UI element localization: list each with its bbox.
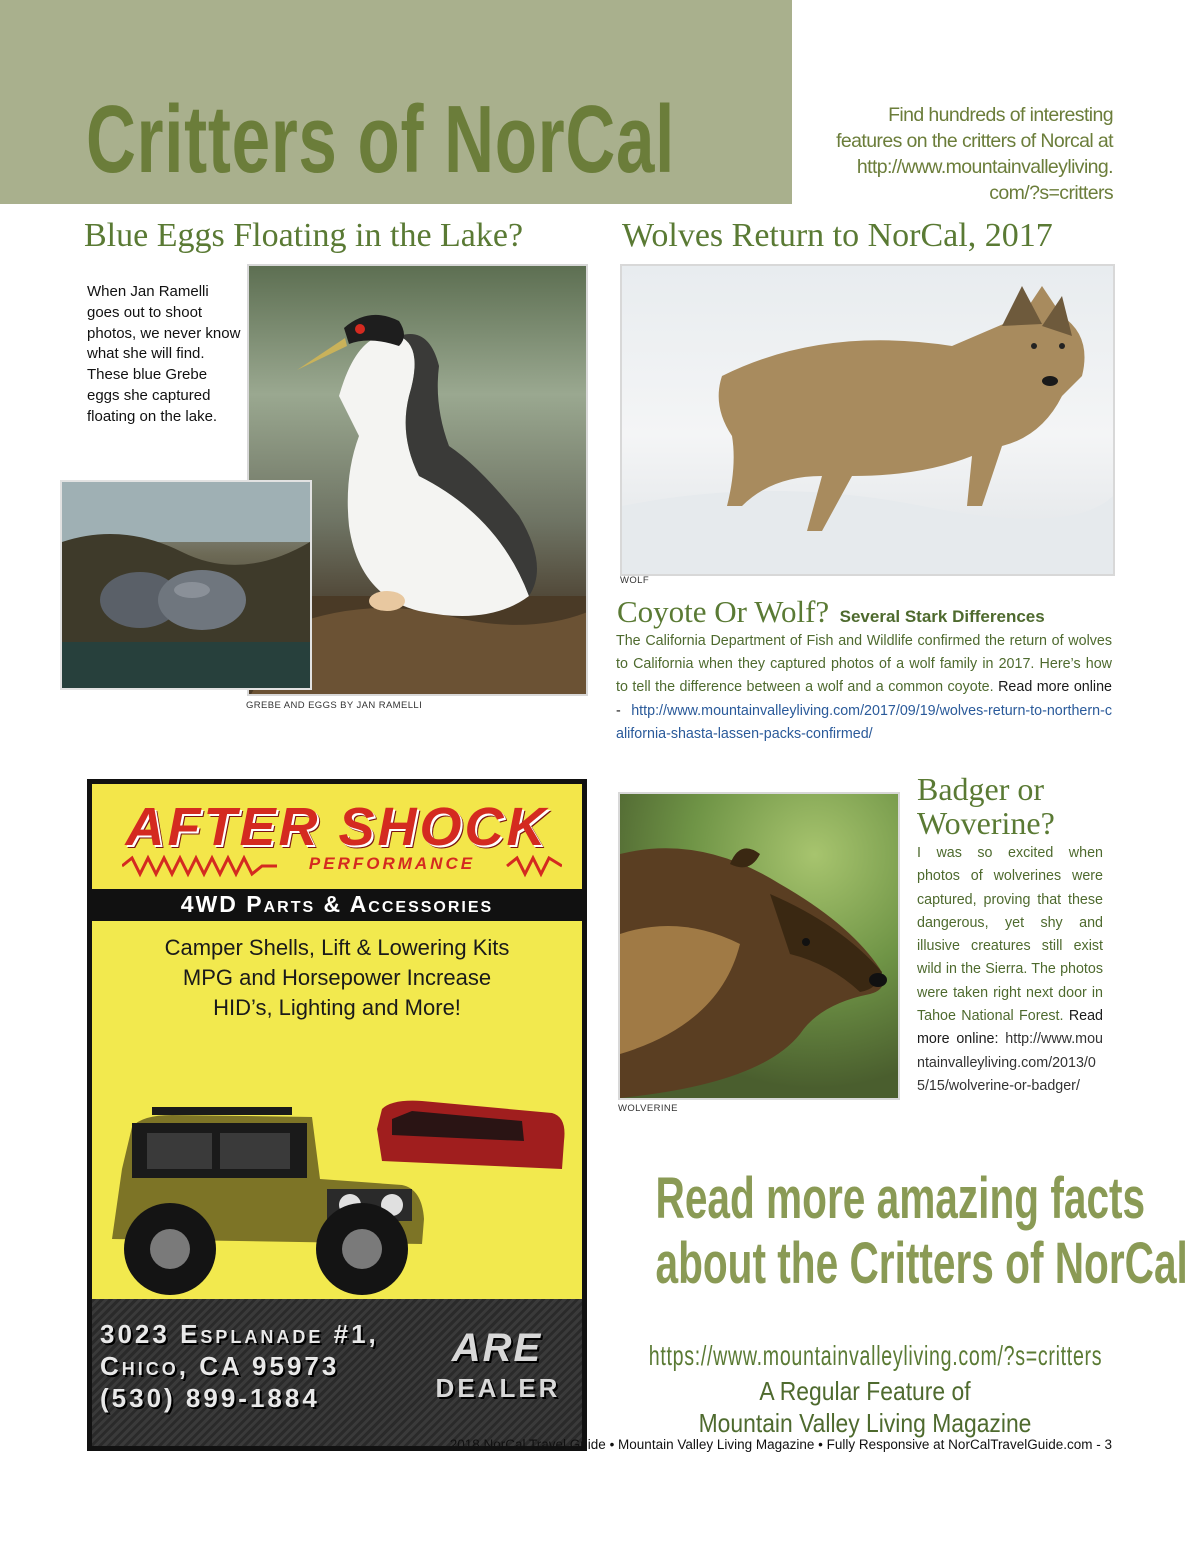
ad-phone: (530) 899-1884 (100, 1383, 320, 1413)
ad-product-line: MPG and Horsepower Increase (182, 965, 492, 990)
grebe-eggs-photo (60, 480, 312, 690)
ad-brand-banner (92, 784, 582, 889)
badger-read-more-label: Read more online: (917, 1008, 1103, 1048)
aftershock-advertisement[interactable] (87, 779, 587, 1451)
header-promo-text (800, 102, 1113, 206)
wolverine-illustration (620, 794, 898, 1098)
promo-feature-line-2: Mountain Valley Living Magazine (698, 1408, 1032, 1438)
ad-address-city: Chico, CA 95973 (100, 1351, 340, 1381)
ad-product-panel (92, 921, 582, 1299)
header-promo-link[interactable]: com/?s=critters (989, 182, 1113, 204)
wolf-photo (620, 264, 1115, 576)
promo-url-link[interactable]: https://www.mountainvalleyliving.com/?s=critters (648, 1340, 1103, 1371)
are-dealer-label: DEALER (435, 1373, 561, 1403)
promo-feature-line-1: A Regular Feature of (759, 1376, 971, 1406)
eggs-illustration (62, 482, 310, 688)
badger-article-heading: Badger or Woverine? (917, 771, 1055, 841)
page-title: Critters of NorCal (86, 86, 676, 193)
header-promo-link[interactable]: http://www.mountainvalleyliving. (856, 156, 1113, 178)
coyote-wolf-body-text: The California Department of Fish and Wildlife confirmed the return of wolves to California when they captured photos of a wolf family in 2017. Here’s how to tell the difference between a wolf and a common coyote. (616, 633, 1112, 696)
promo-headline-line-1: Read more amazing facts (655, 1166, 1146, 1231)
coyote-wolf-heading-main: Coyote Or Wolf? (617, 594, 830, 629)
page-footer: 2018 NorCal Travel Guide • Mountain Valley Living Magazine • Fully Responsive at NorCalTravelGuide.com - 3 (449, 1437, 1112, 1452)
ad-product-line: Camper Shells, Lift & Lowering Kits (164, 935, 510, 960)
wolverine-photo (618, 792, 900, 1100)
grebe-photo-caption: GREBE AND EGGS BY JAN RAMELLI (246, 700, 423, 711)
ad-jeep-illustration (92, 1029, 582, 1299)
wolverine-photo-caption: WOLVERINE (618, 1103, 678, 1114)
wolf-article-heading: Wolves Return to NorCal, 2017 (622, 217, 1053, 254)
ad-brand-subtitle: PERFORMANCE (308, 854, 476, 873)
ad-subtitle: 4WD Parts & Accessories (180, 891, 494, 917)
badger-article-body (917, 842, 1103, 1098)
coyote-wolf-body (616, 630, 1112, 746)
are-logo: ARE (451, 1326, 543, 1370)
grebe-article-body: When Jan Ramelli goes out to shoot photos, we never know what she will find. These blue Grebe eggs she captured floating on the lake. (87, 283, 241, 425)
badger-body-text: I was so excited when photos of wolverines were captured, proving that these dangerous, yet shy and illusive creatures still exist wild in the Sierra. The photos were taken right next door in Tahoe National Forest. (917, 845, 1103, 1025)
coyote-wolf-read-more-label: Read more online - (616, 679, 1112, 719)
header-promo-line: Find hundreds of interesting (888, 104, 1113, 126)
wolf-illustration (622, 266, 1113, 574)
badger-read-more-link[interactable]: http://www.mountainvalleyliving.com/2013/05/15/wolverine-or-badger/ (917, 1031, 1103, 1094)
header-promo-line: features on the critters of Norcal at (836, 130, 1113, 152)
ad-address-street: 3023 Esplanade #1, (100, 1319, 379, 1349)
grebe-article-heading: Blue Eggs Floating in the Lake? (84, 217, 524, 254)
ad-product-line: HID’s, Lighting and More! (213, 995, 461, 1020)
coyote-wolf-read-more-link[interactable]: http://www.mountainvalleyliving.com/2017/09/19/wolves-return-to-northern-california-shasta-lassen-packs-confirmed/ (616, 702, 1112, 742)
ad-contact-panel (92, 1299, 582, 1446)
ad-brand-name: AFTER SHOCK (125, 797, 549, 857)
wolf-photo-caption: WOLF (620, 575, 650, 586)
coyote-wolf-heading (617, 594, 1045, 630)
coyote-wolf-heading-sub: Several Stark Differences (839, 607, 1045, 626)
promo-headline-line-2: about the Critters of NorCal (655, 1231, 1188, 1296)
